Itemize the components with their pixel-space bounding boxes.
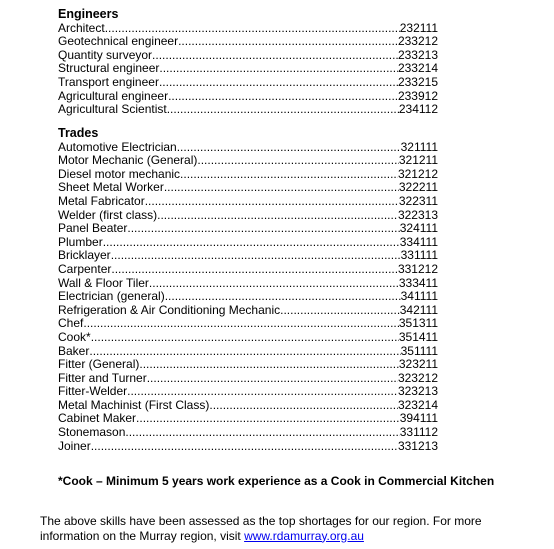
- anzsco-code: 341111: [400, 289, 438, 304]
- occupation-row: [58, 345, 438, 359]
- occupation-name: Sheet Metal Worker: [58, 180, 164, 195]
- dot-leader: [111, 249, 401, 263]
- occupation-row: [58, 304, 438, 318]
- occupation-name: Metal Machinist (First Class): [58, 397, 210, 412]
- dot-leader: [197, 154, 398, 168]
- dot-leader: [280, 304, 400, 318]
- occupation-row: [58, 35, 438, 49]
- occupation-name: Fitter-Welder: [58, 384, 128, 399]
- region-note: [40, 514, 540, 543]
- occupation-row: [58, 209, 438, 223]
- dot-leader: [167, 103, 399, 117]
- occupation-name: Cook*: [58, 329, 91, 344]
- occupation-row: [58, 331, 438, 345]
- occupation-name: Agricultural Scientist: [58, 102, 167, 117]
- occupation-row: [58, 440, 438, 454]
- anzsco-code: 321212: [397, 166, 438, 181]
- occupation-row: [58, 90, 438, 104]
- occupation-row: [58, 195, 438, 209]
- occupation-row: [58, 222, 438, 236]
- anzsco-code: 323213: [397, 384, 438, 399]
- dot-leader: [177, 141, 401, 155]
- anzsco-code: 233212: [397, 34, 438, 49]
- occupation-name: Baker: [58, 343, 90, 358]
- dot-leader: [159, 76, 398, 90]
- occupation-name: Fitter and Turner: [58, 370, 147, 385]
- occupation-name: Cabinet Maker: [58, 411, 137, 426]
- anzsco-code: 234112: [398, 102, 438, 117]
- anzsco-code: 331111: [400, 248, 438, 263]
- dot-leader: [127, 222, 399, 236]
- cook-footnote: *Cook – Minimum 5 years work experience as a Cook in Commercial Kitchen: [58, 474, 495, 488]
- dot-leader: [91, 440, 398, 454]
- occupation-name: Transport engineer: [58, 74, 159, 89]
- anzsco-code: 351411: [398, 329, 438, 344]
- occupation-row: [58, 49, 438, 63]
- dot-leader: [149, 277, 399, 291]
- anzsco-code: 322211: [398, 180, 438, 195]
- anzsco-code: 322311: [398, 193, 438, 208]
- occupation-name: Electrician (general): [58, 289, 165, 304]
- trades-section: [58, 127, 438, 453]
- occupation-row: [58, 154, 438, 168]
- occupation-row: [58, 76, 438, 90]
- anzsco-code: 233215: [397, 74, 438, 89]
- occupation-name: Panel Beater: [58, 221, 128, 236]
- anzsco-code: 323211: [398, 357, 438, 372]
- occupation-row: [58, 426, 438, 440]
- occupation-row: [58, 385, 438, 399]
- occupation-name: Stonemason: [58, 425, 126, 440]
- occupation-name: Chef: [58, 316, 84, 331]
- occupation-row: [58, 399, 438, 413]
- anzsco-code: 324111: [399, 221, 438, 236]
- occupation-row: [58, 62, 438, 76]
- anzsco-code: 232111: [399, 20, 438, 35]
- occupation-row: [58, 358, 438, 372]
- dot-leader: [103, 236, 400, 250]
- anzsco-code: 321211: [398, 153, 438, 168]
- occupation-row: [58, 181, 438, 195]
- region-note-text: The above skills have been assessed as the top shortages for our region. For more information on the Murray region, visit: [40, 514, 482, 543]
- dot-leader: [125, 426, 399, 440]
- occupation-name: Metal Fabricator: [58, 193, 145, 208]
- dot-leader: [91, 331, 399, 345]
- occupation-name: Bricklayer: [58, 248, 111, 263]
- dot-leader: [168, 90, 398, 104]
- anzsco-code: 331213: [397, 438, 438, 453]
- dot-leader: [127, 385, 398, 399]
- anzsco-code: 323214: [397, 397, 438, 412]
- dot-leader: [164, 181, 399, 195]
- anzsco-code: 351311: [398, 316, 438, 331]
- dot-leader: [157, 209, 398, 223]
- dot-leader: [145, 195, 399, 209]
- anzsco-code: 233912: [397, 88, 438, 103]
- occupation-name: Welder (first class): [58, 207, 158, 222]
- occupation-name: Refrigeration & Air Conditioning Mechanic: [58, 302, 281, 317]
- engineers-list: [58, 22, 438, 117]
- trades-heading: Trades: [58, 126, 99, 140]
- rdamurray-link[interactable]: www.rdamurray.org.au: [244, 528, 364, 543]
- occupation-row: [58, 236, 438, 250]
- occupation-row: [58, 412, 438, 426]
- occupation-row: [58, 290, 438, 304]
- dot-leader: [178, 35, 398, 49]
- dot-leader: [152, 49, 398, 63]
- anzsco-code: 351111: [400, 343, 438, 358]
- anzsco-code: 321111: [400, 139, 438, 154]
- occupation-row: [58, 277, 438, 291]
- anzsco-code: 334111: [399, 234, 438, 249]
- anzsco-code: 331112: [399, 425, 438, 440]
- occupation-name: Architect: [58, 20, 105, 35]
- occupation-row: [58, 141, 438, 155]
- anzsco-code: 342111: [399, 302, 438, 317]
- occupation-row: [58, 372, 438, 386]
- anzsco-code: 331212: [397, 261, 438, 276]
- dot-leader: [147, 372, 398, 386]
- occupation-row: [58, 263, 438, 277]
- occupation-name: Agricultural engineer: [58, 88, 169, 103]
- dot-leader: [159, 62, 398, 76]
- occupation-name: Plumber: [58, 234, 103, 249]
- dot-leader: [111, 263, 398, 277]
- dot-leader: [105, 22, 400, 36]
- dot-leader: [180, 168, 398, 182]
- occupation-name: Quantity surveyor: [58, 47, 153, 62]
- occupation-row: [58, 249, 438, 263]
- anzsco-code: 323212: [397, 370, 438, 385]
- anzsco-code: 394111: [399, 411, 438, 426]
- occupation-name: Carpenter: [58, 261, 112, 276]
- occupation-name: Wall & Floor Tiler: [58, 275, 149, 290]
- occupation-name: Motor Mechanic (General): [58, 153, 198, 168]
- occupation-name: Structural engineer: [58, 61, 160, 76]
- engineers-section: [58, 8, 438, 117]
- dot-leader: [83, 317, 398, 331]
- anzsco-code: 322313: [397, 207, 438, 222]
- anzsco-code: 233214: [397, 61, 438, 76]
- trades-list: [58, 141, 438, 454]
- occupation-row: [58, 103, 438, 117]
- anzsco-code: 233213: [397, 47, 438, 62]
- occupation-name: Geotechnical engineer: [58, 34, 179, 49]
- dot-leader: [165, 290, 401, 304]
- occupation-name: Automotive Electrician: [58, 139, 177, 154]
- occupation-row: [58, 168, 438, 182]
- occupation-row: [58, 317, 438, 331]
- occupation-name: Joiner: [58, 438, 91, 453]
- dot-leader: [209, 399, 398, 413]
- dot-leader: [136, 412, 400, 426]
- dot-leader: [89, 345, 400, 359]
- anzsco-code: 333411: [398, 275, 438, 290]
- dot-leader: [139, 358, 398, 372]
- occupation-row: [58, 22, 438, 36]
- engineers-heading: Engineers: [58, 7, 119, 21]
- occupation-name: Diesel motor mechanic: [58, 166, 181, 181]
- occupation-name: Fitter (General): [58, 357, 140, 372]
